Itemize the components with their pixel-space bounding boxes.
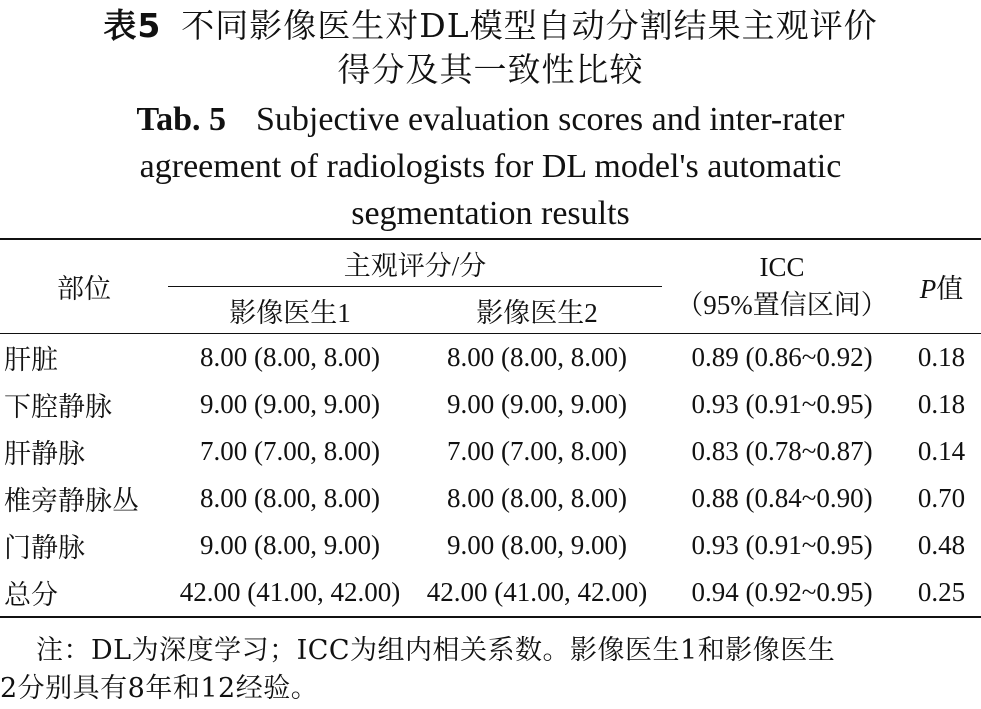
header-p-symbol: P [919,274,937,304]
cell-icc: 0.88 (0.84~0.90) [691,483,873,513]
header-icc-line-1: ICC [759,251,805,282]
footnote-line-1: 注：DL为深度学习；ICC为组内相关系数。影像医生1和影像医生 [36,635,836,666]
english-title-line-3: segmentation results [351,195,630,232]
header-icc-line-2: （95%置信区间） [676,289,888,320]
english-table-title [0,96,981,237]
cell-p-value: 0.25 [917,577,966,607]
cell-radiologist-1: 7.00 (7.00, 8.00) [200,436,380,466]
cell-p-value: 0.18 [917,389,966,419]
table-row [0,475,981,522]
cell-p-value: 0.70 [917,483,966,513]
cell-part: 门静脉 [4,533,85,563]
cell-part: 总分 [4,580,58,610]
cell-radiologist-1: 9.00 (8.00, 9.00) [200,530,380,560]
header-score-group: 主观评分/分 [168,239,662,287]
results-table [0,238,981,618]
cell-radiologist-1: 9.00 (9.00, 9.00) [200,389,380,419]
header-radiologist-2: 影像医生2 [476,297,598,328]
header-radiologist-1: 影像医生1 [229,297,351,328]
cell-icc: 0.93 (0.91~0.95) [691,530,873,560]
chinese-table-title [0,4,981,92]
english-title-line-2: agreement of radiologists for DL model's automatic [139,148,842,185]
chinese-title-line-1 [0,4,981,48]
cell-radiologist-2: 7.00 (7.00, 8.00) [447,436,627,466]
table-body [0,334,981,618]
cell-radiologist-1: 42.00 (41.00, 42.00) [179,577,401,607]
chinese-title-line-2: 得分及其一致性比较 [337,50,644,89]
table-footnote [0,632,981,708]
cell-part: 肝脏 [4,345,58,375]
chinese-table-label: 表5 [103,6,162,45]
table-row [0,569,981,617]
header-part: 部位 [57,274,111,304]
header-icc [662,239,902,334]
cell-radiologist-2: 8.00 (8.00, 8.00) [447,342,627,372]
cell-icc: 0.94 (0.92~0.95) [691,577,873,607]
cell-radiologist-1: 8.00 (8.00, 8.00) [200,483,380,513]
cell-p-value: 0.18 [917,342,966,372]
cell-icc: 0.93 (0.91~0.95) [691,389,873,419]
cell-radiologist-2: 9.00 (9.00, 9.00) [447,389,627,419]
header-p-value [902,239,981,334]
cell-radiologist-1: 8.00 (8.00, 8.00) [200,342,380,372]
cell-radiologist-2: 9.00 (8.00, 9.00) [447,530,627,560]
cell-icc: 0.89 (0.86~0.92) [691,342,873,372]
table-row [0,428,981,475]
cell-part: 椎旁静脉丛 [4,486,139,516]
english-table-label: Tab. 5 [136,101,227,138]
cell-p-value: 0.48 [917,530,966,560]
table-header [0,239,981,334]
cell-p-value: 0.14 [917,436,966,466]
cell-part: 下腔静脉 [4,392,112,422]
footnote-line-2: 2分别具有8年和12经验。 [0,673,319,704]
table-row [0,381,981,428]
cell-radiologist-2: 8.00 (8.00, 8.00) [447,483,627,513]
cell-part: 肝静脉 [4,439,85,469]
english-title-text-1: Subjective evaluation scores and inter-rater [256,101,845,138]
header-p-suffix: 值 [936,274,964,304]
chinese-title-text-1: 不同影像医生对DL模型自动分割结果主观评价 [181,6,878,45]
table-row [0,334,981,382]
table-row [0,522,981,569]
cell-radiologist-2: 42.00 (41.00, 42.00) [426,577,648,607]
english-title-line-1 [0,96,981,143]
cell-icc: 0.83 (0.78~0.87) [691,436,873,466]
